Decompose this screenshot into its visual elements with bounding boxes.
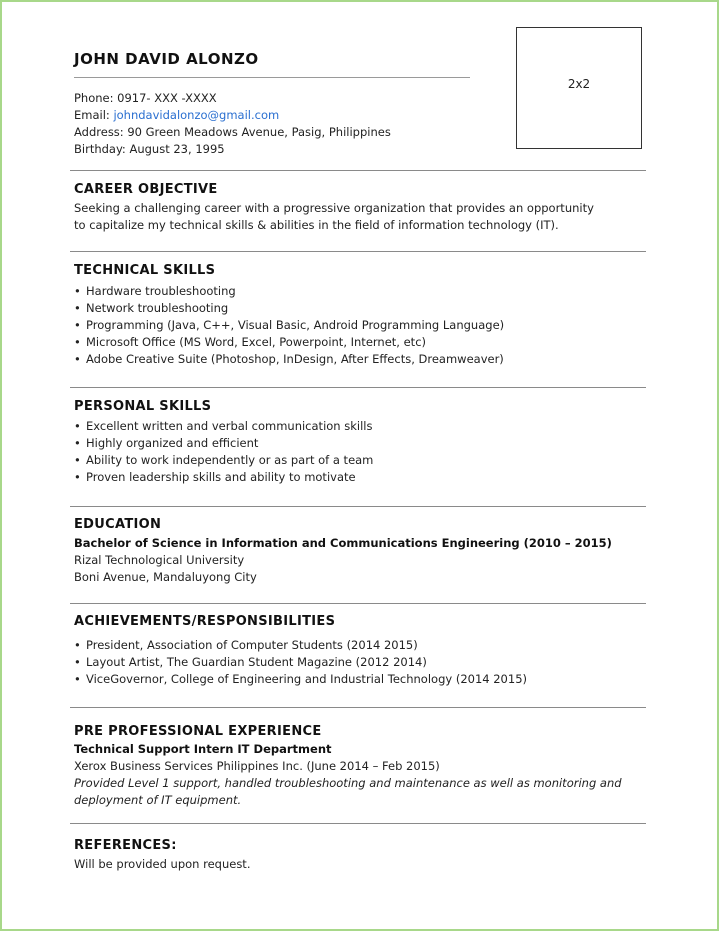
applicant-name: JOHN DAVID ALONZO [74,50,259,68]
section-divider [70,506,646,507]
photo-size-label: 2x2 [567,77,591,91]
bullet-icon: • [74,284,81,298]
bullet-icon: • [74,453,81,467]
bullet-icon: • [74,352,81,366]
section-divider [70,170,646,171]
experience-heading: PRE PROFESSIONAL EXPERIENCE [74,724,322,739]
list-item: • Hardware troubleshooting [74,284,236,298]
section-divider [70,387,646,388]
technical-skills-heading: TECHNICAL SKILLS [74,263,216,278]
references-heading: REFERENCES: [74,838,177,853]
list-item: • ViceGovernor, College of Engineering and Industrial Technology (2014 2015) [74,672,527,686]
bullet-icon: • [74,436,81,450]
photo-placeholder [516,27,642,149]
list-item: • Programming (Java, C++, Visual Basic, Android Programming Language) [74,318,505,332]
address-label: Address: [74,125,124,139]
phone-label: Phone: [74,91,114,105]
bullet-icon: • [74,655,81,669]
company-line: Xerox Business Services Philippines Inc. (June 2014 – Feb 2015) [74,759,440,773]
description-line: deployment of IT equipment. [74,793,242,807]
bullet-icon: • [74,301,81,315]
section-divider [70,707,646,708]
section-divider [70,603,646,604]
list-item: • Excellent written and verbal communication skills [74,419,373,433]
birthday-line [74,141,225,158]
school-name: Rizal Technological University [74,553,245,567]
name-divider [74,77,470,78]
phone-line [74,90,217,107]
section-divider [70,823,646,824]
birthday-value: August 23, 1995 [129,142,225,156]
section-divider [70,251,646,252]
position-title: Technical Support Intern IT Department [74,742,332,756]
address-value: 90 Green Meadows Avenue, Pasig, Philippines [127,125,391,139]
personal-skills-heading: PERSONAL SKILLS [74,399,212,414]
bullet-icon: • [74,318,81,332]
references-text: Will be provided upon request. [74,857,251,871]
email-link[interactable]: johndavidalonzo@gmail.com [113,108,280,122]
list-item: • Adobe Creative Suite (Photoshop, InDesign, After Effects, Dreamweaver) [74,352,504,366]
objective-line: to capitalize my technical skills & abilities in the field of information technology (IT). [74,218,559,232]
school-address: Boni Avenue, Mandaluyong City [74,570,257,584]
bullet-icon: • [74,335,81,349]
career-objective-heading: CAREER OBJECTIVE [74,182,218,197]
description-line: Provided Level 1 support, handled troubleshooting and maintenance as well as monitoring and [74,776,622,790]
degree-line: Bachelor of Science in Information and Communications Engineering (2010 – 2015) [74,536,612,550]
list-item: • President, Association of Computer Students (2014 2015) [74,638,418,652]
bullet-icon: • [74,638,81,652]
email-line [74,107,279,124]
email-label: Email: [74,108,110,122]
birthday-label: Birthday: [74,142,126,156]
list-item: • Ability to work independently or as part of a team [74,453,374,467]
list-item: • Proven leadership skills and ability to motivate [74,470,356,484]
list-item: • Microsoft Office (MS Word, Excel, Powerpoint, Internet, etc) [74,335,426,349]
bullet-icon: • [74,470,81,484]
achievements-heading: ACHIEVEMENTS/RESPONSIBILITIES [74,614,336,629]
bullet-icon: • [74,672,81,686]
list-item: • Highly organized and efficient [74,436,259,450]
education-heading: EDUCATION [74,517,162,532]
bullet-icon: • [74,419,81,433]
list-item: • Network troubleshooting [74,301,229,315]
list-item: • Layout Artist, The Guardian Student Magazine (2012 2014) [74,655,427,669]
phone-value: 0917- XXX -XXXX [117,91,217,105]
objective-line: Seeking a challenging career with a progressive organization that provides an opportunity [74,201,594,215]
address-line [74,124,391,141]
